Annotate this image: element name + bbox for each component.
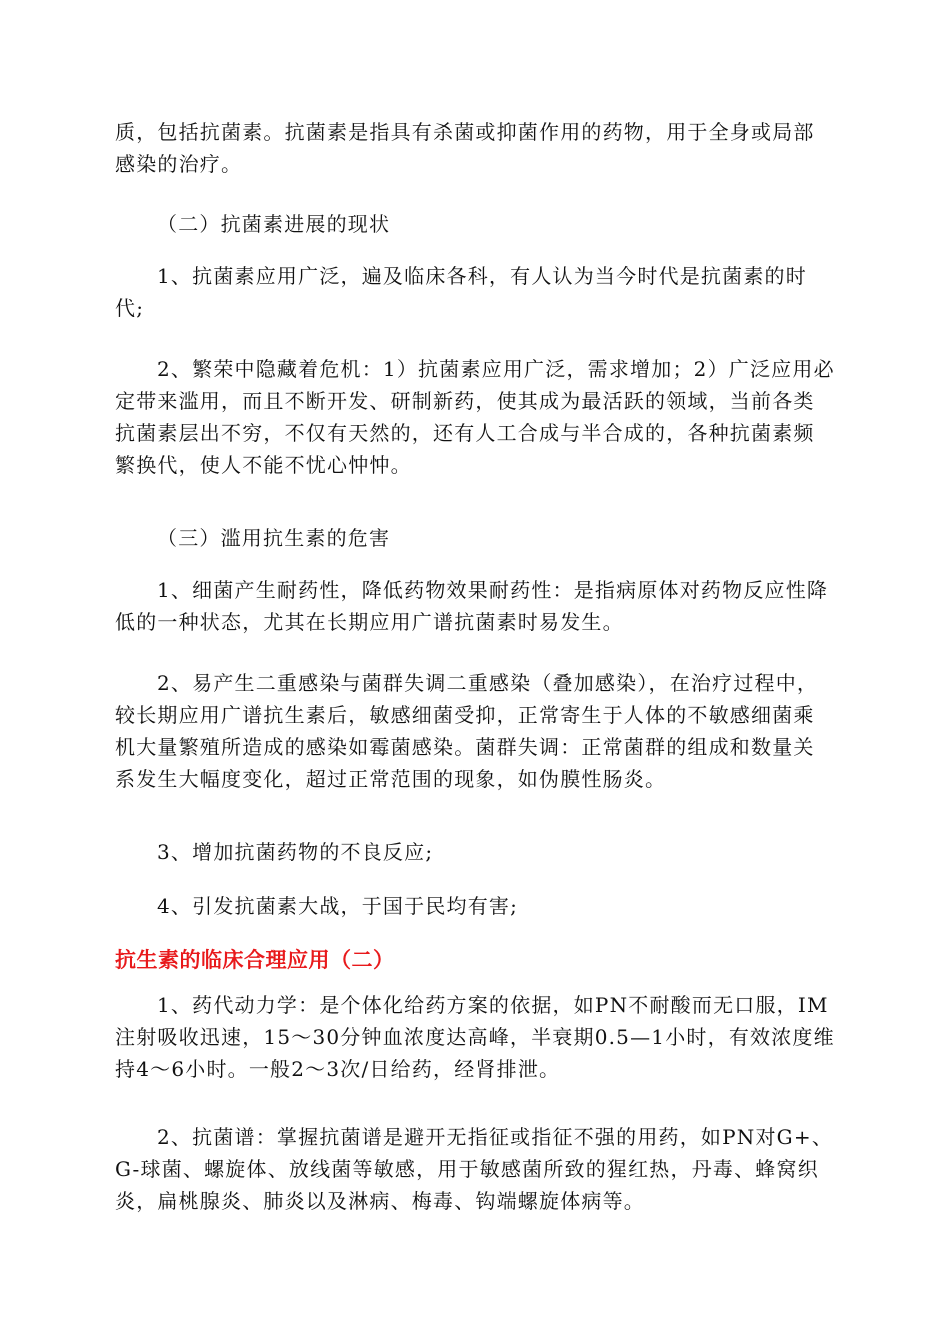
section-heading-abuse-harm: （三）滥用抗生素的危害: [157, 526, 391, 550]
section3-paragraph-4: 4、引发抗菌素大战，于国于民均有害;: [157, 894, 519, 918]
clinical-paragraph-1: 1、药代动力学：是个体化给药方案的依据，如PN不耐酸而无口服，IM注射吸收迅速，15～30分钟血浓度达高峰，半衰期0.5—1小时，有效浓度维持4～6小时。一般2～3次/日给药，经肾排泄。: [115, 993, 835, 1081]
section3-paragraph-2: 2、易产生二重感染与菌群失调二重感染（叠加感染），在治疗过程中，较长期应用广谱抗生素后，敏感细菌受抑，正常寄生于人体的不敏感细菌乘机大量繁殖所造成的感染如霉菌感染。菌群失调：正常菌群的组成和数量关系发生大幅度变化，超过正常范围的现象，如伪膜性肠炎。: [115, 671, 819, 791]
intro-paragraph-continuation: 质，包括抗菌素。抗菌素是指具有杀菌或抑菌作用的药物，用于全身或局部感染的治疗。: [115, 120, 815, 176]
section3-paragraph-3: 3、增加抗菌药物的不良反应;: [157, 840, 434, 864]
clinical-paragraph-2: 2、抗菌谱：掌握抗菌谱是避开无指征或指征不强的用药，如PN对G+、G-球菌、螺旋体、放线菌等敏感，用于敏感菌所致的猩红热，丹毒、蜂窝织炎，扁桃腺炎、肺炎以及淋病、梅毒、钩端螺旋体病等。: [115, 1125, 834, 1213]
section-heading-progress-status: （二）抗菌素进展的现状: [157, 212, 391, 236]
section3-paragraph-1: 1、细菌产生耐药性，降低药物效果耐药性：是指病原体对药物反应性降低的一种状态，尤其在长期应用广谱抗菌素时易发生。: [115, 578, 829, 634]
section2-paragraph-2: 2、繁荣中隐藏着危机：1）抗菌素应用广泛，需求增加；2）广泛应用必定带来滥用，而且不断开发、研制新药，使其成为最活跃的领域，当前各类抗菌素层出不穷，不仅有天然的，还有人工合成与半合成的，各种抗菌素频繁换代，使人不能不忧心忡忡。: [115, 357, 835, 477]
section2-paragraph-1: 1、抗菌素应用广泛，遍及临床各科，有人认为当今时代是抗菌素的时代;: [115, 264, 807, 320]
red-section-heading: 抗生素的临床合理应用（二）: [115, 948, 395, 972]
